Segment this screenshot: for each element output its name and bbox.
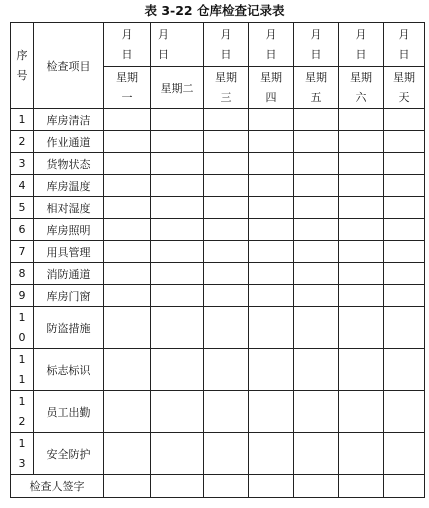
check-cell[interactable] <box>151 197 204 219</box>
date-cell-fri[interactable]: 月 日 <box>294 23 339 67</box>
row-number: 1 <box>11 109 34 131</box>
check-cell[interactable] <box>204 391 249 433</box>
row-number: 5 <box>11 197 34 219</box>
check-cell[interactable] <box>104 197 151 219</box>
check-cell[interactable] <box>104 109 151 131</box>
check-cell[interactable] <box>151 241 204 263</box>
check-cell[interactable] <box>151 153 204 175</box>
header-date-row <box>11 23 425 67</box>
date-cell-mon[interactable]: 月 日 <box>104 23 151 67</box>
check-cell[interactable] <box>249 131 294 153</box>
check-item: 作业通道 <box>34 131 104 153</box>
check-cell[interactable] <box>104 433 151 475</box>
check-cell[interactable] <box>151 263 204 285</box>
date-cell-wed[interactable]: 月 日 <box>204 23 249 67</box>
check-cell[interactable] <box>339 131 384 153</box>
check-cell[interactable] <box>249 349 294 391</box>
check-cell[interactable] <box>339 241 384 263</box>
table-row <box>11 349 425 391</box>
check-cell[interactable] <box>294 391 339 433</box>
check-cell[interactable] <box>104 219 151 241</box>
weekday-tue: 星期二 <box>151 67 204 109</box>
check-cell[interactable] <box>384 175 425 197</box>
signature-label: 检查人签字 <box>11 475 104 498</box>
check-cell[interactable] <box>294 241 339 263</box>
check-cell[interactable] <box>249 391 294 433</box>
row-number: 6 <box>11 219 34 241</box>
table-row <box>11 109 425 131</box>
check-cell[interactable] <box>384 109 425 131</box>
check-cell[interactable] <box>104 263 151 285</box>
check-item: 库房温度 <box>34 175 104 197</box>
check-cell[interactable] <box>204 153 249 175</box>
check-cell[interactable] <box>104 349 151 391</box>
signature-cell[interactable] <box>384 475 425 498</box>
item-header: 检查项目 <box>34 23 104 109</box>
check-cell[interactable] <box>294 285 339 307</box>
signature-cell[interactable] <box>249 475 294 498</box>
check-item: 消防通道 <box>34 263 104 285</box>
check-item: 员工出勤 <box>34 391 104 433</box>
signature-cell[interactable] <box>104 475 151 498</box>
check-cell[interactable] <box>151 349 204 391</box>
check-cell[interactable] <box>151 391 204 433</box>
check-cell[interactable] <box>204 307 249 349</box>
check-item: 库房照明 <box>34 219 104 241</box>
check-cell[interactable] <box>204 433 249 475</box>
check-cell[interactable] <box>294 307 339 349</box>
check-cell[interactable] <box>249 433 294 475</box>
check-cell[interactable] <box>104 175 151 197</box>
check-cell[interactable] <box>104 153 151 175</box>
table-row <box>11 219 425 241</box>
row-number: 9 <box>11 285 34 307</box>
check-cell[interactable] <box>294 263 339 285</box>
weekday-fri: 星期 五 <box>294 67 339 109</box>
check-cell[interactable] <box>339 175 384 197</box>
check-cell[interactable] <box>339 263 384 285</box>
check-cell[interactable] <box>249 197 294 219</box>
check-cell[interactable] <box>294 175 339 197</box>
table-row <box>11 153 425 175</box>
check-cell[interactable] <box>249 153 294 175</box>
check-cell[interactable] <box>151 307 204 349</box>
table-row <box>11 391 425 433</box>
check-cell[interactable] <box>384 153 425 175</box>
check-cell[interactable] <box>384 307 425 349</box>
date-cell-sat[interactable]: 月 日 <box>339 23 384 67</box>
table-row <box>11 131 425 153</box>
form-title: 表 3-22 仓库检查记录表 <box>144 3 285 18</box>
date-cell-sun[interactable]: 月 日 <box>384 23 425 67</box>
check-cell[interactable] <box>249 175 294 197</box>
check-cell[interactable] <box>151 131 204 153</box>
check-cell[interactable] <box>384 219 425 241</box>
signature-cell[interactable] <box>294 475 339 498</box>
row-number: 1 3 <box>11 433 34 475</box>
check-cell[interactable] <box>384 131 425 153</box>
signature-row <box>11 475 425 498</box>
check-item: 库房清洁 <box>34 109 104 131</box>
check-cell[interactable] <box>384 391 425 433</box>
check-cell[interactable] <box>384 263 425 285</box>
table-row <box>11 197 425 219</box>
check-cell[interactable] <box>151 109 204 131</box>
check-cell[interactable] <box>104 241 151 263</box>
check-cell[interactable] <box>339 349 384 391</box>
row-number: 2 <box>11 131 34 153</box>
check-cell[interactable] <box>151 175 204 197</box>
check-cell[interactable] <box>339 307 384 349</box>
check-cell[interactable] <box>151 285 204 307</box>
check-cell[interactable] <box>204 219 249 241</box>
check-cell[interactable] <box>384 241 425 263</box>
check-cell[interactable] <box>204 131 249 153</box>
seq-header: 序 号 <box>11 23 34 109</box>
check-cell[interactable] <box>249 109 294 131</box>
check-cell[interactable] <box>294 131 339 153</box>
check-cell[interactable] <box>339 197 384 219</box>
check-cell[interactable] <box>339 109 384 131</box>
row-number: 3 <box>11 153 34 175</box>
weekday-mon: 星期 一 <box>104 67 151 109</box>
check-cell[interactable] <box>339 153 384 175</box>
table-row <box>11 241 425 263</box>
check-cell[interactable] <box>294 349 339 391</box>
check-cell[interactable] <box>339 285 384 307</box>
table-row <box>11 263 425 285</box>
check-cell[interactable] <box>384 285 425 307</box>
check-cell[interactable] <box>204 263 249 285</box>
date-cell-tue[interactable]: 月 日 <box>151 23 204 67</box>
check-cell[interactable] <box>339 219 384 241</box>
check-cell[interactable] <box>384 349 425 391</box>
check-cell[interactable] <box>104 285 151 307</box>
row-number: 4 <box>11 175 34 197</box>
check-cell[interactable] <box>204 349 249 391</box>
weekday-sun: 星期 天 <box>384 67 425 109</box>
check-cell[interactable] <box>249 263 294 285</box>
date-cell-thu[interactable]: 月 日 <box>249 23 294 67</box>
check-cell[interactable] <box>249 219 294 241</box>
table-row <box>11 285 425 307</box>
check-cell[interactable] <box>294 153 339 175</box>
signature-cell[interactable] <box>204 475 249 498</box>
check-item: 库房门窗 <box>34 285 104 307</box>
signature-cell[interactable] <box>339 475 384 498</box>
check-cell[interactable] <box>151 433 204 475</box>
inspection-record-table <box>10 22 425 498</box>
check-cell[interactable] <box>249 241 294 263</box>
check-item: 防盗措施 <box>34 307 104 349</box>
row-number: 8 <box>11 263 34 285</box>
check-item: 相对湿度 <box>34 197 104 219</box>
check-item: 货物状态 <box>34 153 104 175</box>
check-cell[interactable] <box>294 433 339 475</box>
check-cell[interactable] <box>339 433 384 475</box>
check-item: 安全防护 <box>34 433 104 475</box>
check-cell[interactable] <box>104 391 151 433</box>
table-row <box>11 433 425 475</box>
check-cell[interactable] <box>384 197 425 219</box>
check-cell[interactable] <box>104 131 151 153</box>
check-cell[interactable] <box>104 307 151 349</box>
check-item: 用具管理 <box>34 241 104 263</box>
check-cell[interactable] <box>294 219 339 241</box>
check-cell[interactable] <box>294 109 339 131</box>
row-number: 1 0 <box>11 307 34 349</box>
row-number: 1 2 <box>11 391 34 433</box>
check-item: 标志标识 <box>34 349 104 391</box>
check-cell[interactable] <box>204 285 249 307</box>
check-cell[interactable] <box>204 241 249 263</box>
signature-cell[interactable] <box>151 475 204 498</box>
table-row <box>11 175 425 197</box>
weekday-thu: 星期 四 <box>249 67 294 109</box>
check-cell[interactable] <box>384 433 425 475</box>
check-cell[interactable] <box>294 197 339 219</box>
row-number: 7 <box>11 241 34 263</box>
check-cell[interactable] <box>204 109 249 131</box>
row-number: 1 1 <box>11 349 34 391</box>
check-cell[interactable] <box>204 175 249 197</box>
check-cell[interactable] <box>339 391 384 433</box>
check-cell[interactable] <box>249 307 294 349</box>
check-cell[interactable] <box>249 285 294 307</box>
table-row <box>11 307 425 349</box>
check-cell[interactable] <box>204 197 249 219</box>
check-cell[interactable] <box>151 219 204 241</box>
weekday-wed: 星期 三 <box>204 67 249 109</box>
weekday-sat: 星期 六 <box>339 67 384 109</box>
